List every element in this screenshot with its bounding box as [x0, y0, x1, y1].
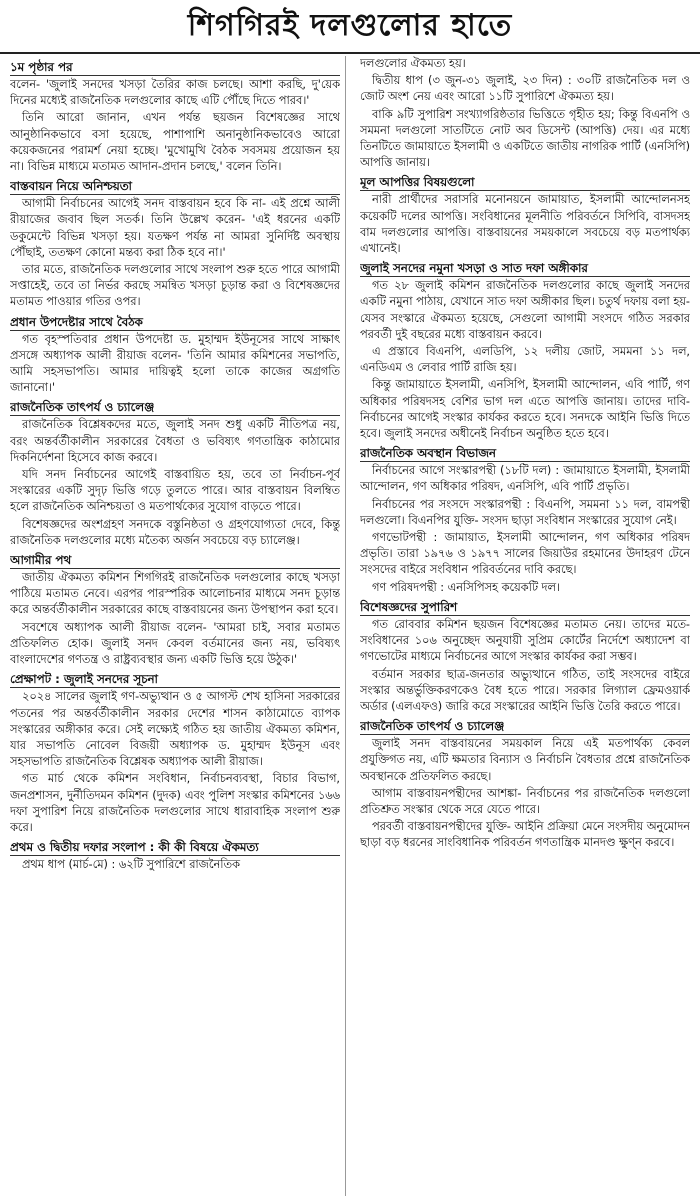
paragraph: গত মার্চ থেকে কমিশন সংবিধান, নির্বাচনব্যবস্থা, বিচার বিভাগ, জনপ্রশাসন, দুর্নীতিদমন কমিশন (দুদক) এবং পুলিশ সংস্কার কমিশনের ১৬৬ দফা সুপারিশ নিয়ে রাজনৈতিক দলগুলোর সাথে ধারাবাহিক সংলাপ শুরু করে।: [10, 772, 340, 834]
paragraph: সবশেষে অধ্যাপক আলী রীয়াজ বলেন- 'আমরা চাই, সবার মতামত প্রতিফলিত হোক। জুলাই সনদ কেবল বর্তমানের জন্য নয়, ভবিষ্যৎ বাংলাদেশের গণতন্ত্র ও রাষ্ট্রব্যবস্থার জন্য একটি ভিত্তি হয়ে উঠুক।': [10, 620, 340, 667]
paragraph: জুলাই সনদ বাস্তবায়নের সময়কাল নিয়ে এই মতপার্থক্য কেবল প্রযুক্তিগত নয়, এটি ক্ষমতার বিন্যাস ও নির্বাচনি বৈধতার প্রশ্নে রাজনৈতিক অবস্থানকে প্রতিফলিত করছে।: [360, 737, 690, 783]
paragraph: নির্বাচনের আগে সংস্কারপন্থী (১৮টি দল) : জামায়াতে ইসলামী, ইসলামী আন্দোলন, গণ অধিকার পরিষদ, এনসিপি, এবি পার্টি প্রভৃতি।: [360, 464, 690, 494]
paragraph: আগামী নির্বাচনের আগেই সনদ বাস্তবায়ন হবে কি না- এই প্রশ্নে আলী রীয়াজের জবাব ছিল সতর্ক। তিনি উল্লেখ করেন- 'এই ধরনের একটি ডকুমেন্টে বিভিন্ন খসড়া হয়। যতক্ষণ পর্যন্ত না আমরা সুনির্দিষ্ট অবস্থায় পৌঁছাই, ততক্ষণ কোনো মন্তব্য করা ঠিক হবে না।': [10, 197, 340, 259]
section-heading: আগামীর পথ: [10, 552, 340, 569]
paragraph: নারী প্রার্থীদের সরাসরি মনোনয়নে জামায়াত, ইসলামী আন্দোলনসহ কয়েকটি দলের আপত্তি। সংবিধানের মূলনীতি পরিবর্তনে সিপিবি, বাসদসহ বাম দলগুলোর আপত্তি। বাস্তবায়নের সময়কালে সবচেয়ে বড় মতপার্থক্য এখানেই।: [360, 193, 690, 256]
paragraph: পরবর্তী বাস্তবায়নপন্থীদের যুক্তি- আইনি প্রক্রিয়া মেনে সংসদীয় অনুমোদন ছাড়া বড় ধরনের সাংবিধানিক পরিবর্তন গণতান্ত্রিক মানদণ্ড ক্ষুণ্ন করবে।: [360, 820, 690, 850]
section-heading: ১ম পৃষ্ঠার পর: [10, 59, 340, 76]
paragraph: ২০২৪ সালের জুলাই গণ-অভ্যুত্থান ও ৫ আগস্ট শেখ হাসিনা সরকারের পতনের পর অন্তর্বর্তীকালীন সরকার দেশের শাসন কাঠামোতে ব্যাপক সংস্কারের অঙ্গীকার করে। সেই লক্ষ্যেই গঠিত হয় জাতীয় ঐকমত্য কমিশন, যার সভাপতি নোবেল বিজয়ী অধ্যাপক ড. মুহাম্মদ ইউনূস এবং সহসভাপতি রাজনৈতিক বিশ্লেষক অধ্যাপক আলী রীয়াজ।: [10, 690, 340, 769]
section-heading: বাস্তবায়ন নিয়ে অনিশ্চয়তা: [10, 178, 340, 195]
paragraph: এ প্রস্তাবে বিএনপি, এলডিপি, ১২ দলীয় জোট, সমমনা ১১ দল, এনডিএম ও লেবার পার্টি রাজি হয়।: [360, 345, 690, 375]
paragraph: তিনি আরো জানান, এখন পর্যন্ত ছয়জন বিশেষজ্ঞের সাথে আনুষ্ঠানিকভাবে বসা হয়েছে, পাশাপাশি অনানুষ্ঠানিকভাবেও আরো কয়েকজনের পরামর্শ নেয়া হচ্ছে। 'মুখোমুখি বৈঠক সবসময় প্রয়োজন হয় না। বিভিন্ন মাধ্যমে মতামত আদান-প্রদান চলছে,' বলেন তিনি।: [10, 111, 340, 174]
paragraph: বলেন- 'জুলাই সনদের খসড়া তৈরির কাজ চলছে। আশা করছি, দু'য়েক দিনের মধ্যেই রাজনৈতিক দলগুলোর কাছে এটি পৌঁছে দিতে পারব।': [10, 78, 340, 108]
section-heading: প্রেক্ষাপট : জুলাই সনদের সূচনা: [10, 671, 340, 688]
paragraph: যদি সনদ নির্বাচনের আগেই বাস্তবায়িত হয়, তবে তা নির্বাচন-পূর্ব সংস্কারের একটি সুদৃঢ় ভিত্তি গড়ে তুলতে পারে। আর বাস্তবায়ন বিলম্বিত হলে রাজনৈতিক অনিশ্চয়তা ও মতপার্থক্যের সুযোগ বাড়তে পারে।: [10, 468, 340, 514]
section-heading: রাজনৈতিক অবস্থান বিভাজন: [360, 445, 690, 462]
paragraph: বিশেষজ্ঞদের অংশগ্রহণ সনদকে বস্তুনিষ্ঠতা ও গ্রহণযোগ্যতা দেবে, কিন্তু রাজনৈতিক দলগুলোর মধ্যে মতৈক্য অর্জন সবচেয়ে বড় চ্যালেঞ্জ।: [10, 517, 340, 547]
section-heading: প্রথম ও দ্বিতীয় দফার সংলাপ : কী কী বিষয়ে ঐকমত্য: [10, 839, 340, 856]
paragraph: গণ পরিষদপন্থী : এনসিপিসহ কয়েকটি দল।: [372, 580, 560, 594]
paragraph: বাকি ৯টি সুপারিশ সংখ্যাগরিষ্ঠতার ভিত্তিতে গৃহীত হয়; কিন্তু বিএনপি ও সমমনা দলগুলো সাতটিতে নোট অব ডিসেন্ট (আপত্তি) দেয়। এর মধ্যে তিনটিতে জামায়াতে ইসলামী ও একটিতে জাতীয় নাগরিক পার্টি (এনসিপি) আপত্তি জানায়।: [360, 107, 690, 170]
column-divider: [345, 56, 346, 1196]
paragraph: গণভোটপন্থী : জামায়াত, ইসলামী আন্দোলন, গণ অধিকার পরিষদ প্রভৃতি। তারা ১৯৭৬ ও ১৯৭৭ সালের জিয়াউর রহমানের উদাহরণ টেনে সংসদের বাইরে সংবিধান পরিবর্তনের দাবি করছে।: [360, 531, 690, 577]
paragraph: বর্তমান সরকার ছাত্র-জনতার অভ্যুত্থানে গঠিত, তাই সংসদের বাইরে সংস্কার অন্তর্ভুক্তিকরণকেও বৈধ হতে পারে। সরকার লিগ্যাল ফ্রেমওয়ার্ক অর্ডার (এলএফও) জারি করে সংস্কারের আইনি ভিত্তি তৈরি করতে পারে।: [360, 667, 690, 713]
section-heading: রাজনৈতিক তাৎপর্য ও চ্যালেঞ্জ: [10, 399, 340, 416]
section-heading: প্রধান উপদেষ্টার সাথে বৈঠক: [10, 314, 340, 331]
right-column: [360, 56, 690, 1198]
paragraph: জাতীয় ঐকমত্য কমিশন শিগগিরই রাজনৈতিক দলগুলোর কাছে খসড়া পাঠিয়ে মতামত নেবে। এরপর পারস্পরিক আলোচনার মাধ্যমে সনদ চূড়ান্ত করে অন্তর্বর্তীকালীন সরকারের কাছে বাস্তবায়নের জন্য উপস্থাপন করা হবে।: [10, 571, 340, 617]
paragraph: প্রথম ধাপ (মার্চ-মে) : ৬২টি সুপারিশে রাজনৈতিক: [22, 858, 240, 872]
left-column: [10, 56, 340, 1198]
paragraph: কিন্তু জামায়াতে ইসলামী, এনসিপি, ইসলামী আন্দোলন, এবি পার্টি, গণ অধিকার পরিষদসহ বেশির ভাগ দল এতে আপত্তি জানায়। তাদের দাবি- নির্বাচনের আগেই সংস্কার কার্যকর করতে হবে। সনদকে আইনি ভিত্তি দিতে হবে। জুলাই সনদের অধীনেই নির্বাচন অনুষ্ঠিত হতে হবে।: [360, 378, 690, 441]
paragraph: দলগুলোর ঐকমত্য হয়।: [360, 57, 466, 70]
paragraph: আগাম বাস্তবায়নপন্থীদের আশঙ্কা- নির্বাচনের পর রাজনৈতিক দলগুলো প্রতিশ্রুত সংস্কার থেকে সরে যেতে পারে।: [360, 786, 690, 816]
paragraph: গত বৃহস্পতিবার প্রধান উপদেষ্টা ড. মুহাম্মদ ইউনূসের সাথে সাক্ষাৎ প্রসঙ্গে অধ্যাপক আলী রীয়াজ বলেন- 'তিনি আমার কমিশনের সভাপতি, আমি সহসভাপতি। আমার দায়িত্বই হলো তাকে কাজের অগ্রগতি জানানো।': [10, 332, 340, 395]
headline: শিগগিরই দলগুলোর হাতে: [0, 0, 700, 54]
section-heading: রাজনৈতিক তাৎপর্য ও চ্যালেঞ্জ: [360, 718, 690, 735]
paragraph: রাজনৈতিক বিশ্লেষকদের মতে, জুলাই সনদ শুধু একটি নীতিপত্র নয়, বরং অন্তর্বর্তীকালীন সরকারের বৈধতা ও ভবিষ্যৎ গণতান্ত্রিক কাঠামোর দিকনির্দেশনা হিসেবে কাজ করবে।: [10, 418, 340, 464]
paragraph: গত রোববার কমিশন ছয়জন বিশেষজ্ঞের মতামত নেয়। তাদের মতে- সংবিধানের ১০৬ অনুচ্ছেদ অনুযায়ী সুপ্রিম কোর্টের নির্দেশে অধ্যাদেশ বা গণভোটের মাধ্যমে নির্বাচনের আগে সংস্কার কার্যকর করা সম্ভব।: [360, 617, 690, 664]
paragraph: তার মতে, রাজনৈতিক দলগুলোর সাথে সংলাপ শুরু হতে পারে আগামী সপ্তাহেই, তবে তা নির্ভর করছে সমন্বিত খসড়া চূড়ান্ত করা ও বিশেষজ্ঞদের মতামত পাওয়ার গতির ওপর।: [10, 263, 340, 309]
section-heading: মূল আপত্তির বিষয়গুলো: [360, 174, 690, 191]
paragraph: দ্বিতীয় ধাপ (৩ জুন-৩১ জুলাই, ২৩ দিন) : ৩০টি রাজনৈতিক দল ও জোট অংশ নেয় এবং আরো ১১টি সুপারিশে ঐকমত্য হয়।: [360, 74, 690, 104]
paragraph: গত ২৮ জুলাই কমিশন রাজনৈতিক দলগুলোর কাছে জুলাই সনদের একটি নমুনা পাঠায়, যেখানে সাত দফা অঙ্গীকার ছিল। চতুর্থ দফায় বলা হয়- যেসব সংস্কারে ঐকমত্য হয়েছে, সেগুলো আগামী সংসদে গঠিত সরকার পরবর্তী দুই বছরের মধ্যে বাস্তবায়ন করবে।: [360, 279, 690, 341]
section-heading: বিশেষজ্ঞদের সুপারিশ: [360, 599, 690, 616]
paragraph: নির্বাচনের পর সংসদে সংস্কারপন্থী : বিএনপি, সমমনা ১১ দল, বামপন্থী দলগুলো। বিএনপির যুক্তি- সংসদ ছাড়া সংবিধান সংস্কারের সুযোগ নেই।: [360, 497, 690, 527]
section-heading: জুলাই সনদের নমুনা খসড়া ও সাত দফা অঙ্গীকার: [360, 260, 690, 277]
